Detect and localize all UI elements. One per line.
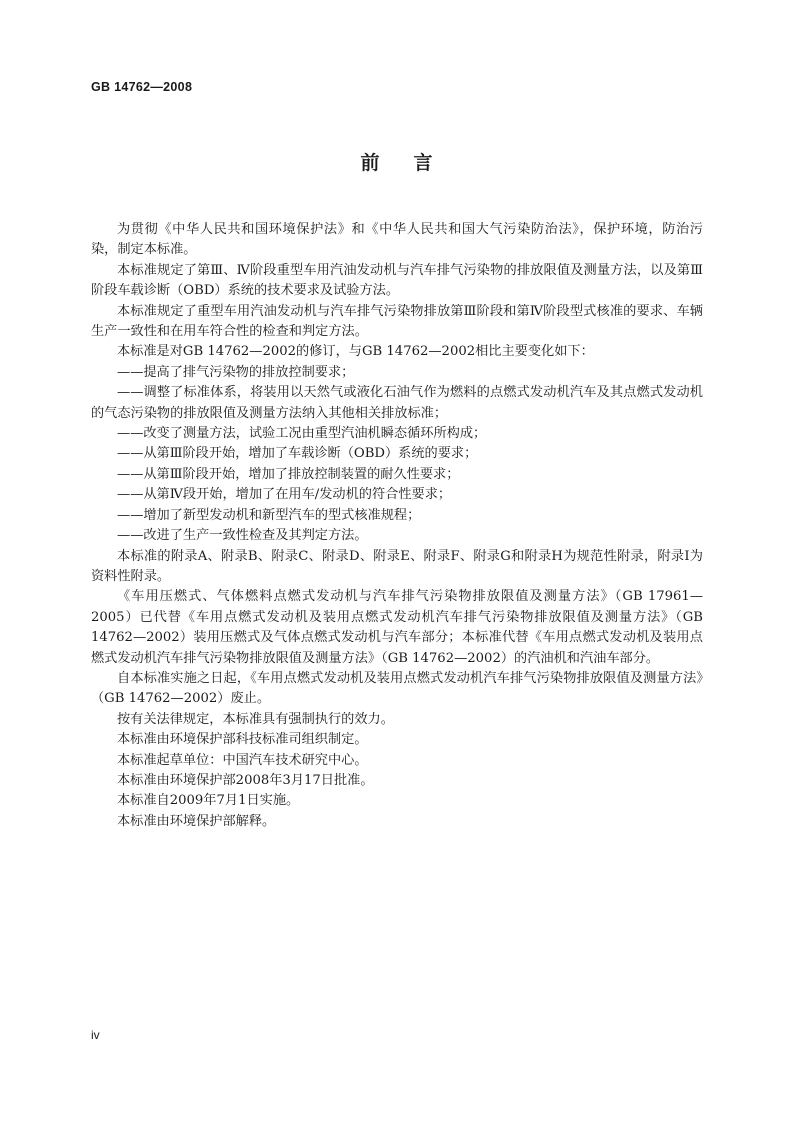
paragraph-annexes: 本标准的附录A、附录B、附录C、附录D、附录E、附录F、附录G和附录H为规范性附录，附录I为资料性附录。 — [91, 548, 703, 584]
paragraph-approval-date: 本标准由环境保护部2008年3月17日批准。 — [117, 772, 374, 788]
change-item: ——调整了标准体系，将装用以天然气或液化石油气作为燃料的点燃式发动机汽车及其点燃式发动机的气态污染物的排放限值及测量方法纳入其他相关排放标准； — [91, 385, 703, 421]
paragraph-scope-limits: 本标准规定了第Ⅲ、Ⅳ阶段重型车用汽油发动机与汽车排气污染物的排放限值及测量方法，以及第Ⅲ阶段车载诊断（OBD）系统的技术要求及试验方法。 — [91, 262, 703, 299]
page-title: 前言 — [360, 152, 467, 174]
change-item: ——从第Ⅳ段开始，增加了在用车/发动机的符合性要求； — [117, 487, 452, 503]
paragraph-abolition: 自本标准实施之日起，《车用点燃式发动机及装用点燃式发动机汽车排气污染物排放限值及测量方法》（GB 14762—2002）废止。 — [91, 670, 703, 707]
paragraph-revision-intro: 本标准是对GB 14762—2002的修订，与GB 14762—2002相比主要变化如下： — [117, 344, 594, 360]
standard-code-header: GB 14762—2008 — [91, 80, 193, 94]
paragraph-drafter: 本标准起草单位：中国汽车技术研究中心。 — [117, 752, 368, 768]
change-item: ——增加了新型发动机和新型汽车的型式核准规程； — [117, 507, 421, 523]
paragraph-purpose: 为贯彻《中华人民共和国环境保护法》和《中华人民共和国大气污染防治法》，保护环境，防治污染，制定本标准。 — [91, 222, 703, 258]
paragraph-legal-effect: 按有关法律规定，本标准具有强制执行的效力。 — [117, 711, 394, 727]
page-number: iv — [91, 1028, 100, 1042]
foreword-body — [91, 220, 703, 832]
change-item: ——从第Ⅲ阶段开始，增加了排放控制装置的耐久性要求； — [117, 466, 460, 482]
paragraph-replacement: 《车用压燃式、气体燃料点燃式发动机与汽车排气污染物排放限值及测量方法》（GB 17961—2005）已代替《车用点燃式发动机及装用点燃式发动机汽车排气污染物排放限值及测量方法》（GB 14762—2002）装用压燃式及气体点燃式发动机与汽车部分；本标准代替《车用点燃式发动机及装用点燃式发动机汽车排气污染物排放限值及测量方法》（GB 14762—2002）的汽油机和汽油车部分。 — [91, 589, 703, 666]
paragraph-scope-approval: 本标准规定了重型车用汽油发动机与汽车排气污染物排放第Ⅲ阶段和第Ⅳ阶段型式核准的要求、车辆生产一致性和在用车符合性的检查和判定方法。 — [91, 303, 703, 340]
change-item: ——从第Ⅲ阶段开始，增加了车载诊断（OBD）系统的要求； — [117, 446, 478, 462]
change-item: ——提高了排气污染物的排放控制要求； — [117, 364, 355, 380]
paragraph-organizer: 本标准由环境保护部科技标准司组织制定。 — [117, 732, 368, 748]
change-item: ——改变了测量方法，试验工况由重型汽油机瞬态循环所构成； — [117, 426, 487, 442]
change-item: ——改进了生产一致性检查及其判定方法。 — [117, 528, 368, 544]
paragraph-effective-date: 本标准自2009年7月1日实施。 — [117, 793, 300, 809]
paragraph-interpretation: 本标准由环境保护部解释。 — [117, 813, 276, 829]
